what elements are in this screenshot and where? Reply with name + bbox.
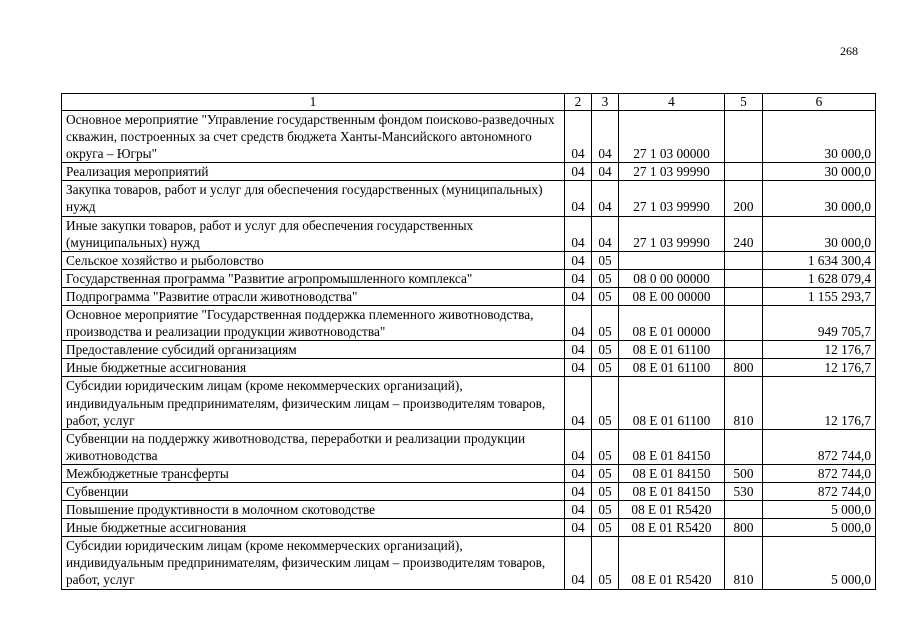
table-row [62, 359, 876, 377]
cell-subsection: 04 [592, 163, 619, 181]
cell-subsection: 05 [592, 519, 619, 537]
table-row [62, 306, 876, 341]
table-row [62, 429, 876, 464]
cell-target-article: 08 Е 01 R5420 [619, 519, 725, 537]
table-row [62, 482, 876, 500]
cell-name: Иные бюджетные ассигнования [62, 359, 565, 377]
cell-subsection: 05 [592, 501, 619, 519]
cell-name: Закупка товаров, работ и услуг для обеспечения государственных (муниципальных) нужд [62, 181, 565, 216]
cell-section: 04 [565, 287, 592, 305]
cell-name: Межбюджетные трансферты [62, 464, 565, 482]
header-cell-amount: 6 [763, 94, 876, 111]
cell-expense-type [725, 111, 763, 163]
table-row [62, 269, 876, 287]
cell-amount: 5 000,0 [763, 519, 876, 537]
cell-expense-type: 800 [725, 519, 763, 537]
cell-subsection: 05 [592, 464, 619, 482]
table-row [62, 251, 876, 269]
table-row [62, 287, 876, 305]
cell-section: 04 [565, 482, 592, 500]
table-row [62, 501, 876, 519]
cell-subsection: 05 [592, 537, 619, 589]
cell-name: Иные бюджетные ассигнования [62, 519, 565, 537]
cell-amount: 949 705,7 [763, 306, 876, 341]
cell-target-article: 08 Е 01 84150 [619, 464, 725, 482]
cell-section: 04 [565, 429, 592, 464]
cell-subsection: 04 [592, 181, 619, 216]
cell-name: Основное мероприятие "Управление государственным фондом поисково-разведочных скважин, построенных за счет средств бюджета Ханты-Мансийского автономного округа – Югры" [62, 111, 565, 163]
cell-section: 04 [565, 306, 592, 341]
page-number: 268 [840, 44, 858, 58]
cell-amount: 30 000,0 [763, 163, 876, 181]
cell-expense-type: 810 [725, 537, 763, 589]
header-cell-subsection: 3 [592, 94, 619, 111]
cell-section: 04 [565, 269, 592, 287]
cell-expense-type [725, 306, 763, 341]
cell-section: 04 [565, 216, 592, 251]
cell-name: Подпрограмма "Развитие отрасли животноводства" [62, 287, 565, 305]
cell-target-article: 08 Е 01 61100 [619, 359, 725, 377]
cell-expense-type [725, 163, 763, 181]
cell-amount: 872 744,0 [763, 464, 876, 482]
cell-target-article: 08 0 00 00000 [619, 269, 725, 287]
table-row [62, 216, 876, 251]
cell-subsection: 05 [592, 341, 619, 359]
cell-subsection: 05 [592, 482, 619, 500]
table-row [62, 537, 876, 589]
cell-name: Реализация мероприятий [62, 163, 565, 181]
cell-target-article: 08 Е 01 R5420 [619, 537, 725, 589]
cell-subsection: 05 [592, 251, 619, 269]
cell-target-article [619, 251, 725, 269]
cell-name: Предоставление субсидий организациям [62, 341, 565, 359]
table-row [62, 163, 876, 181]
cell-amount: 872 744,0 [763, 429, 876, 464]
cell-name: Основное мероприятие "Государственная поддержка племенного животноводства, производства и реализации продукции животноводства" [62, 306, 565, 341]
cell-target-article: 27 1 03 99990 [619, 216, 725, 251]
cell-expense-type [725, 251, 763, 269]
cell-section: 04 [565, 377, 592, 429]
cell-amount: 30 000,0 [763, 111, 876, 163]
header-cell-expense-type: 5 [725, 94, 763, 111]
cell-expense-type: 530 [725, 482, 763, 500]
cell-subsection: 05 [592, 377, 619, 429]
cell-subsection: 05 [592, 269, 619, 287]
cell-expense-type [725, 341, 763, 359]
cell-amount: 30 000,0 [763, 181, 876, 216]
cell-amount: 12 176,7 [763, 341, 876, 359]
cell-section: 04 [565, 519, 592, 537]
cell-name: Государственная программа "Развитие агропромышленного комплекса" [62, 269, 565, 287]
cell-subsection: 04 [592, 111, 619, 163]
cell-target-article: 08 Е 01 84150 [619, 482, 725, 500]
cell-amount: 872 744,0 [763, 482, 876, 500]
table-row [62, 111, 876, 163]
cell-subsection: 05 [592, 287, 619, 305]
cell-amount: 12 176,7 [763, 377, 876, 429]
cell-name: Повышение продуктивности в молочном скотоводстве [62, 501, 565, 519]
cell-subsection: 05 [592, 429, 619, 464]
cell-amount: 5 000,0 [763, 501, 876, 519]
header-cell-section: 2 [565, 94, 592, 111]
cell-name: Иные закупки товаров, работ и услуг для обеспечения государственных (муниципальных) нужд [62, 216, 565, 251]
cell-section: 04 [565, 163, 592, 181]
cell-section: 04 [565, 251, 592, 269]
table-body [62, 111, 876, 590]
cell-target-article: 27 1 03 99990 [619, 181, 725, 216]
cell-target-article: 08 Е 01 61100 [619, 377, 725, 429]
table-row [62, 181, 876, 216]
cell-expense-type [725, 501, 763, 519]
cell-subsection: 05 [592, 306, 619, 341]
header-cell-name: 1 [62, 94, 565, 111]
cell-section: 04 [565, 464, 592, 482]
cell-name: Субсидии юридическим лицам (кроме некоммерческих организаций), индивидуальным предпринимателям, физическим лицам – производителям товаров, работ, услуг [62, 377, 565, 429]
budget-table [61, 93, 876, 590]
cell-subsection: 05 [592, 359, 619, 377]
table-row [62, 519, 876, 537]
cell-target-article: 08 Е 01 R5420 [619, 501, 725, 519]
cell-amount: 30 000,0 [763, 216, 876, 251]
cell-amount: 1 628 079,4 [763, 269, 876, 287]
cell-section: 04 [565, 111, 592, 163]
cell-section: 04 [565, 537, 592, 589]
cell-expense-type [725, 269, 763, 287]
cell-target-article: 08 Е 01 00000 [619, 306, 725, 341]
cell-expense-type [725, 287, 763, 305]
cell-amount: 1 155 293,7 [763, 287, 876, 305]
cell-target-article: 27 1 03 00000 [619, 111, 725, 163]
cell-amount: 5 000,0 [763, 537, 876, 589]
cell-expense-type: 810 [725, 377, 763, 429]
cell-name: Субсидии юридическим лицам (кроме некоммерческих организаций), индивидуальным предпринимателям, физическим лицам – производителям товаров, работ, услуг [62, 537, 565, 589]
table-row [62, 464, 876, 482]
cell-target-article: 08 Е 01 84150 [619, 429, 725, 464]
cell-expense-type: 240 [725, 216, 763, 251]
header-cell-target-article: 4 [619, 94, 725, 111]
cell-section: 04 [565, 359, 592, 377]
cell-target-article: 08 Е 01 61100 [619, 341, 725, 359]
cell-expense-type [725, 429, 763, 464]
cell-amount: 1 634 300,4 [763, 251, 876, 269]
cell-amount: 12 176,7 [763, 359, 876, 377]
cell-target-article: 08 Е 00 00000 [619, 287, 725, 305]
cell-section: 04 [565, 341, 592, 359]
cell-section: 04 [565, 181, 592, 216]
table-row [62, 341, 876, 359]
cell-name: Субвенции на поддержку животноводства, переработки и реализации продукции животноводства [62, 429, 565, 464]
cell-expense-type: 800 [725, 359, 763, 377]
cell-subsection: 04 [592, 216, 619, 251]
cell-expense-type: 200 [725, 181, 763, 216]
table-row [62, 377, 876, 429]
cell-expense-type: 500 [725, 464, 763, 482]
cell-name: Сельское хозяйство и рыболовство [62, 251, 565, 269]
cell-target-article: 27 1 03 99990 [619, 163, 725, 181]
cell-name: Субвенции [62, 482, 565, 500]
header-row [62, 94, 876, 111]
cell-section: 04 [565, 501, 592, 519]
